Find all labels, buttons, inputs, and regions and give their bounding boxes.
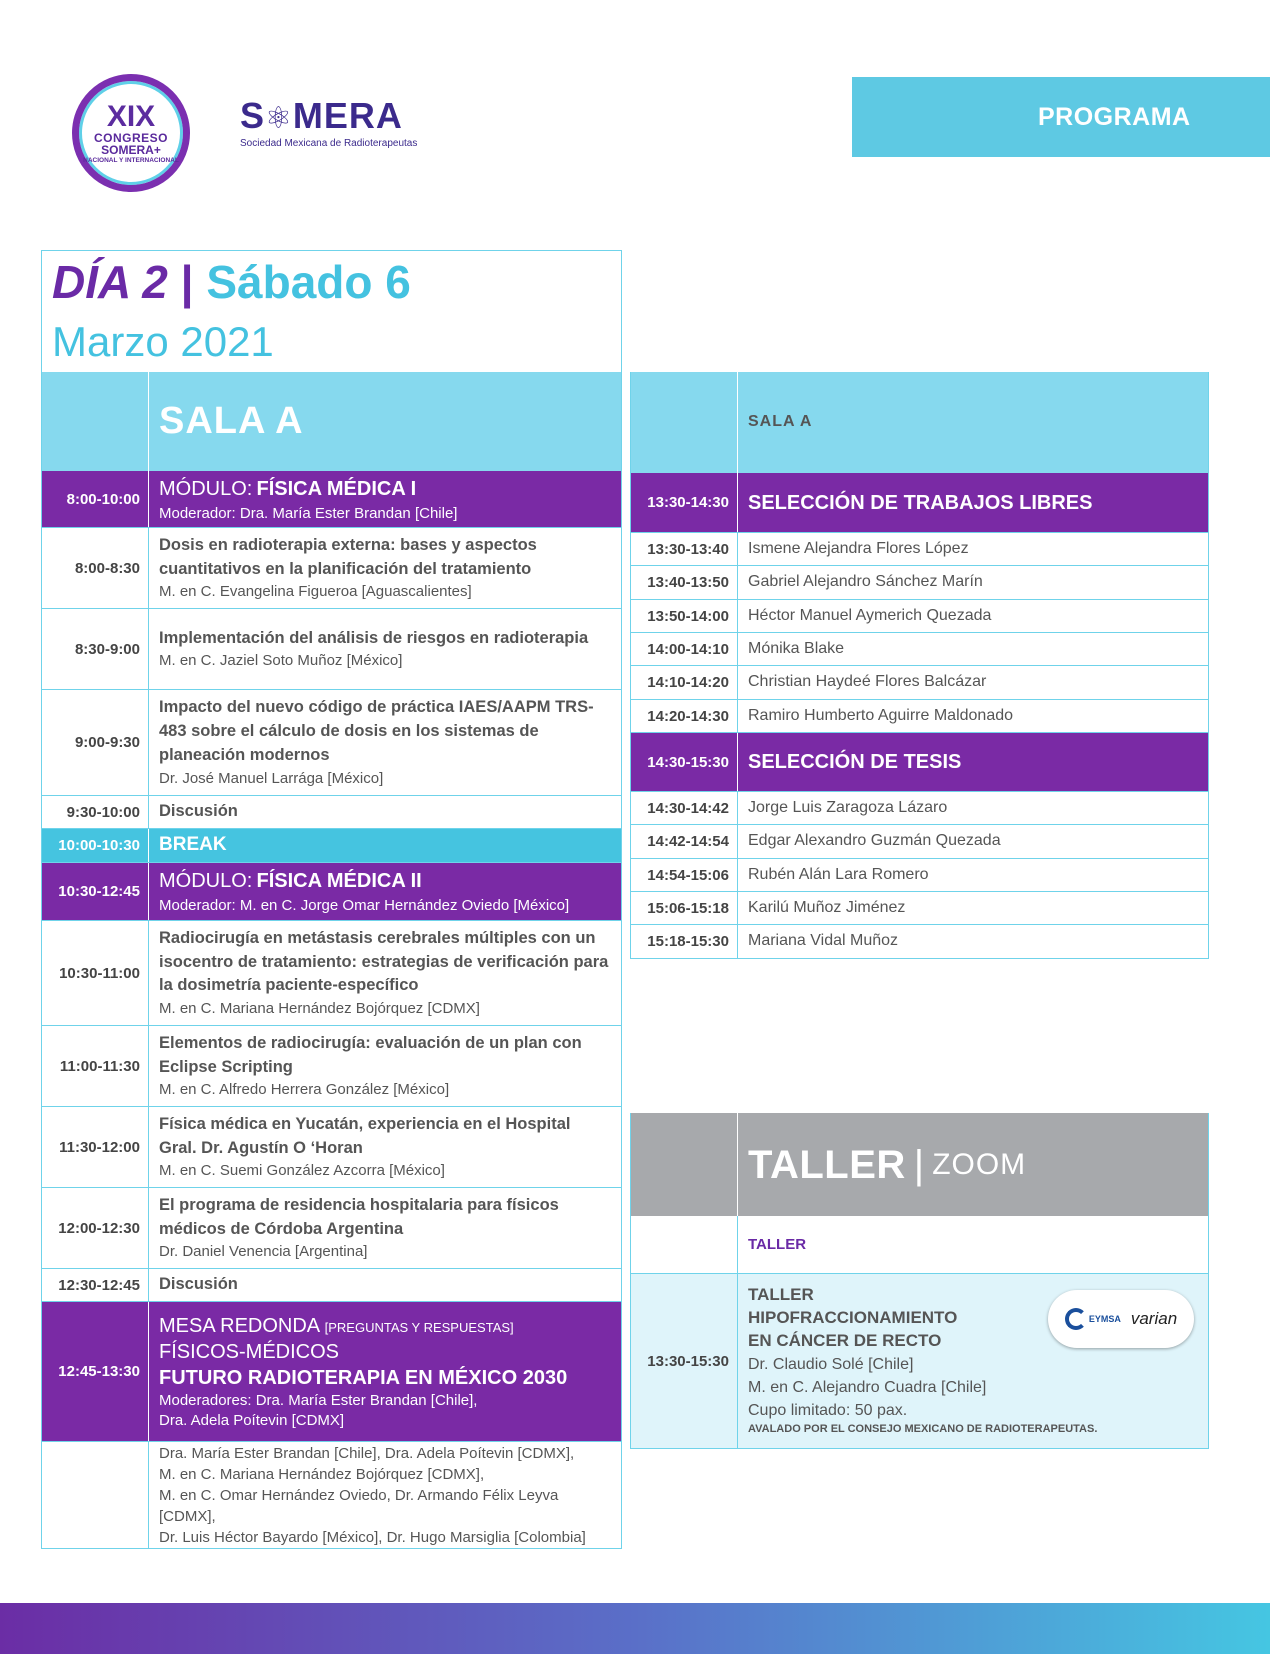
presenter-name: Héctor Manuel Aymerich Quezada xyxy=(748,606,992,624)
module-keyword: MÓDULO: xyxy=(159,477,253,500)
time-cell: 14:10-14:20 xyxy=(631,666,738,699)
right-room-header xyxy=(631,372,1208,473)
taller-detail-title-2: HIPOFRACCIONAMIENTO xyxy=(748,1307,958,1327)
taller-header xyxy=(631,1113,1208,1216)
time-cell: 14:42-14:54 xyxy=(631,825,738,858)
time-cell: 11:00-11:30 xyxy=(42,1026,149,1106)
module-cell xyxy=(149,471,621,527)
module-cell xyxy=(149,863,621,920)
talk-title: Física médica en Yucatán, experiencia en el Hospital Gral. Dr. Agustín O ‘Horan xyxy=(159,1114,571,1157)
time-cell: 10:00-10:30 xyxy=(42,829,149,862)
mesa-title: FUTURO RADIOTERAPIA EN MÉXICO 2030 xyxy=(159,1367,568,1389)
presenter-name: Mónika Blake xyxy=(748,639,845,657)
list-item xyxy=(631,533,1208,566)
talk-speaker: Dr. José Manuel Larrága [México] xyxy=(159,769,384,787)
right-schedule xyxy=(630,372,1209,959)
time-cell: 14:00-14:10 xyxy=(631,633,738,665)
talk-speaker: Dr. Daniel Venencia [Argentina] xyxy=(159,1243,368,1261)
time-cell: 13:30-13:40 xyxy=(631,533,738,565)
talk-title: Radiocirugía en metástasis cerebrales múltiples con un isocentro de tratamiento: estrategias de verificación para la dosimetría paciente-específico xyxy=(159,928,609,995)
module-name: FÍSICA MÉDICA II xyxy=(256,870,422,892)
time-cell: 12:00-12:30 xyxy=(42,1188,149,1268)
time-cell: 13:50-14:00 xyxy=(631,600,738,632)
time-cell: 8:00-10:00 xyxy=(42,471,149,527)
taller-detail-title-3: EN CÁNCER DE RECTO xyxy=(748,1330,942,1350)
presenter-name: Rubén Alán Lara Romero xyxy=(748,865,929,883)
talk-title: El programa de residencia hospitalaria para físicos médicos de Córdoba Argentina xyxy=(159,1195,559,1238)
module-keyword: MÓDULO: xyxy=(159,870,253,892)
talk-row xyxy=(42,921,621,1026)
talk-cell xyxy=(149,609,621,689)
list-item xyxy=(631,792,1208,825)
room-title: SALA A xyxy=(748,413,813,431)
talk-row xyxy=(42,1026,621,1107)
module-heading xyxy=(159,475,611,503)
congreso-logo-line3: NACIONAL Y INTERNACIONAL xyxy=(83,156,179,164)
weekday: Sábado 6 xyxy=(206,256,411,308)
time-cell: 10:30-12:45 xyxy=(42,863,149,920)
congreso-logo xyxy=(72,74,190,192)
room-title: SALA A xyxy=(159,399,304,442)
list-item xyxy=(631,925,1208,959)
eymsa-logo-text: EYMSA xyxy=(1088,1314,1121,1324)
time-cell: 13:30-15:30 xyxy=(631,1274,738,1448)
talk-row xyxy=(42,1188,621,1269)
time-cell: 9:00-9:30 xyxy=(42,690,149,795)
footer-gradient-bar xyxy=(0,1603,1270,1654)
mesa-moderators-1: Moderadores: Dra. María Ester Brandan [Chile], xyxy=(159,1392,478,1409)
left-schedule xyxy=(41,372,622,1549)
day-number: DÍA 2 xyxy=(52,256,168,308)
talk-title: Dosis en radioterapia externa: bases y aspectos cuantitativos en la planificación del tratamiento xyxy=(159,535,537,578)
time-cell-empty xyxy=(42,1442,149,1548)
mesa-keyword-small: [PREGUNTAS Y RESPUESTAS] xyxy=(324,1320,514,1335)
module-heading xyxy=(159,867,611,895)
presenter-name: Ismene Alejandra Flores López xyxy=(748,539,969,557)
somera-logo-subtitle: Sociedad Mexicana de Radioterapeutas xyxy=(240,138,418,149)
list-item xyxy=(631,600,1208,633)
talk-title: Elementos de radiocirugía: evaluación de un plan con Eclipse Scripting xyxy=(159,1033,582,1076)
panel-line: M. en C. Omar Hernández Oviedo, Dr. Armando Félix Leyva [CDMX], xyxy=(159,1486,559,1525)
talk-speaker: M. en C. Suemi González Azcorra [México] xyxy=(159,1162,445,1180)
talk-row xyxy=(42,609,621,690)
taller-label-row xyxy=(631,1216,1208,1274)
talk-row xyxy=(42,690,621,796)
talk-speaker: M. en C. Jaziel Soto Muñoz [México] xyxy=(159,652,403,670)
taller-detail-title-1: TALLER xyxy=(748,1284,814,1304)
panel-line: Dra. María Ester Brandan [Chile], Dra. Adela Poítevin [CDMX], xyxy=(159,1444,575,1462)
time-cell: 13:40-13:50 xyxy=(631,566,738,599)
mesa-row xyxy=(42,1302,621,1442)
congreso-logo-line1: CONGRESO xyxy=(93,130,168,145)
sponsor-logos xyxy=(1048,1290,1194,1348)
presenter-name: Christian Haydeé Flores Balcázar xyxy=(748,673,987,691)
time-cell: 14:54-15:06 xyxy=(631,859,738,891)
taller-endorsement: AVALADO POR EL CONSEJO MEXICANO DE RADIOTERAPEUTAS. xyxy=(748,1423,1098,1436)
list-item xyxy=(631,859,1208,892)
discussion-cell xyxy=(149,796,621,828)
taller-title: TALLER xyxy=(748,1142,906,1187)
discussion-label: Discusión xyxy=(159,1275,238,1294)
mesa-cell xyxy=(149,1302,621,1441)
talk-row xyxy=(42,1107,621,1188)
module-row xyxy=(42,471,621,528)
selection-label: SELECCIÓN DE TRABAJOS LIBRES xyxy=(748,491,1093,514)
taller-label-cell xyxy=(738,1216,1208,1273)
time-cell-empty xyxy=(631,1216,738,1273)
selection-label: SELECCIÓN DE TESIS xyxy=(748,751,962,773)
talk-speaker: M. en C. Alfredo Herrera González [México] xyxy=(159,1081,450,1099)
taller-capacity: Cupo limitado: 50 pax. xyxy=(748,1402,908,1420)
time-cell: 13:30-14:30 xyxy=(631,473,738,532)
talk-cell xyxy=(149,528,621,608)
module-row xyxy=(42,863,621,921)
time-cell: 10:30-11:00 xyxy=(42,921,149,1025)
somera-logo xyxy=(240,95,418,149)
talk-title: Impacto del nuevo código de práctica IAES/AAPM TRS-483 sobre el cálculo de dosis en los sistemas de planeación modernos xyxy=(159,698,594,764)
talk-speaker: M. en C. Mariana Hernández Bojórquez [CDMX] xyxy=(159,1000,480,1018)
discussion-row xyxy=(42,796,621,829)
selection-row xyxy=(631,733,1208,792)
presenter-name: Edgar Alexandro Guzmán Quezada xyxy=(748,832,1001,850)
talk-cell xyxy=(149,1188,621,1268)
month: Marzo 2021 xyxy=(52,318,274,365)
time-cell: 9:30-10:00 xyxy=(42,796,149,828)
presenter-name: Jorge Luis Zaragoza Lázaro xyxy=(748,798,948,816)
list-item xyxy=(631,892,1208,925)
date-block xyxy=(41,250,622,372)
time-cell: 12:45-13:30 xyxy=(42,1302,149,1441)
module-moderator: Moderador: M. en C. Jorge Omar Hernández Oviedo [México] xyxy=(159,897,570,914)
panel-line: Dr. Luis Héctor Bayardo [México], Dr. Hugo Marsiglia [Colombia] xyxy=(159,1528,586,1546)
break-label: BREAK xyxy=(159,834,227,856)
list-item xyxy=(631,700,1208,733)
discussion-row xyxy=(42,1269,621,1302)
date-line xyxy=(52,256,411,308)
talk-cell xyxy=(149,921,621,1025)
time-cell: 15:06-15:18 xyxy=(631,892,738,924)
time-cell: 8:00-8:30 xyxy=(42,528,149,608)
header-spacer xyxy=(631,1113,738,1216)
congreso-logo-line2: SOMERA+ xyxy=(101,142,161,157)
time-cell: 14:30-15:30 xyxy=(631,733,738,791)
module-name: FÍSICA MÉDICA I xyxy=(256,477,417,500)
time-cell: 8:30-9:00 xyxy=(42,609,149,689)
list-item xyxy=(631,825,1208,859)
date-separator: | xyxy=(180,256,194,308)
mesa-keyword: MESA REDONDA xyxy=(159,1315,320,1337)
list-item xyxy=(631,633,1208,666)
presenter-name: Gabriel Alejandro Sánchez Marín xyxy=(748,573,983,591)
somera-logo-mera: MERA xyxy=(292,95,403,136)
congreso-logo-roman: XIX xyxy=(106,99,156,133)
somera-logo-word xyxy=(240,95,417,136)
panel-cell xyxy=(149,1442,621,1548)
module-moderator: Moderador: Dra. María Ester Brandan [Chile] xyxy=(159,504,458,522)
somera-logo-s: S xyxy=(240,95,266,136)
taller-header-title xyxy=(738,1113,1208,1216)
selection-row xyxy=(631,473,1208,533)
eymsa-logo xyxy=(1065,1308,1121,1330)
talk-cell xyxy=(149,1107,621,1187)
mesa-heading xyxy=(159,1313,611,1339)
time-cell: 11:30-12:00 xyxy=(42,1107,149,1187)
time-cell: 14:30-14:42 xyxy=(631,792,738,824)
panel-line: M. en C. Mariana Hernández Bojórquez [CDMX], xyxy=(159,1465,485,1483)
atom-icon: ⚛ xyxy=(265,102,293,135)
mesa-moderators-2: Dra. Adela Poítevin [CDMX] xyxy=(159,1411,345,1429)
talk-title: Implementación del análisis de riesgos en radioterapia xyxy=(159,628,589,647)
list-item xyxy=(631,566,1208,600)
break-row xyxy=(42,829,621,863)
time-cell: 14:20-14:30 xyxy=(631,700,738,732)
panel-row xyxy=(42,1442,621,1549)
taller-platform: ZOOM xyxy=(932,1147,1027,1181)
taller-speaker-2: M. en C. Alejandro Cuadra [Chile] xyxy=(748,1378,987,1396)
discussion-cell xyxy=(149,1269,621,1301)
time-cell: 15:18-15:30 xyxy=(631,925,738,958)
presenter-name: Karilú Muñoz Jiménez xyxy=(748,898,906,916)
taller-separator: | xyxy=(913,1142,925,1187)
talk-speaker: M. en C. Evangelina Figueroa [Aguascalientes] xyxy=(159,583,472,601)
left-room-header xyxy=(42,372,621,471)
discussion-label: Discusión xyxy=(159,802,238,821)
taller-block xyxy=(630,1113,1209,1449)
taller-speaker-1: Dr. Claudio Solé [Chile] xyxy=(748,1355,914,1373)
talk-cell xyxy=(149,690,621,795)
taller-label: TALLER xyxy=(748,1236,807,1253)
list-item xyxy=(631,666,1208,700)
talk-cell xyxy=(149,1026,621,1106)
presenter-name: Ramiro Humberto Aguirre Maldonado xyxy=(748,706,1014,724)
talk-row xyxy=(42,528,621,609)
presenter-name: Mariana Vidal Muñoz xyxy=(748,932,899,950)
header-spacer xyxy=(631,372,738,473)
header-spacer xyxy=(42,372,149,471)
time-cell: 12:30-12:45 xyxy=(42,1269,149,1301)
eymsa-ring-icon xyxy=(1065,1308,1087,1330)
programa-banner: PROGRAMA xyxy=(852,77,1270,157)
mesa-subheading: FÍSICOS-MÉDICOS xyxy=(159,1341,340,1363)
varian-logo: varian xyxy=(1130,1309,1178,1328)
taller-detail-row xyxy=(631,1274,1208,1449)
